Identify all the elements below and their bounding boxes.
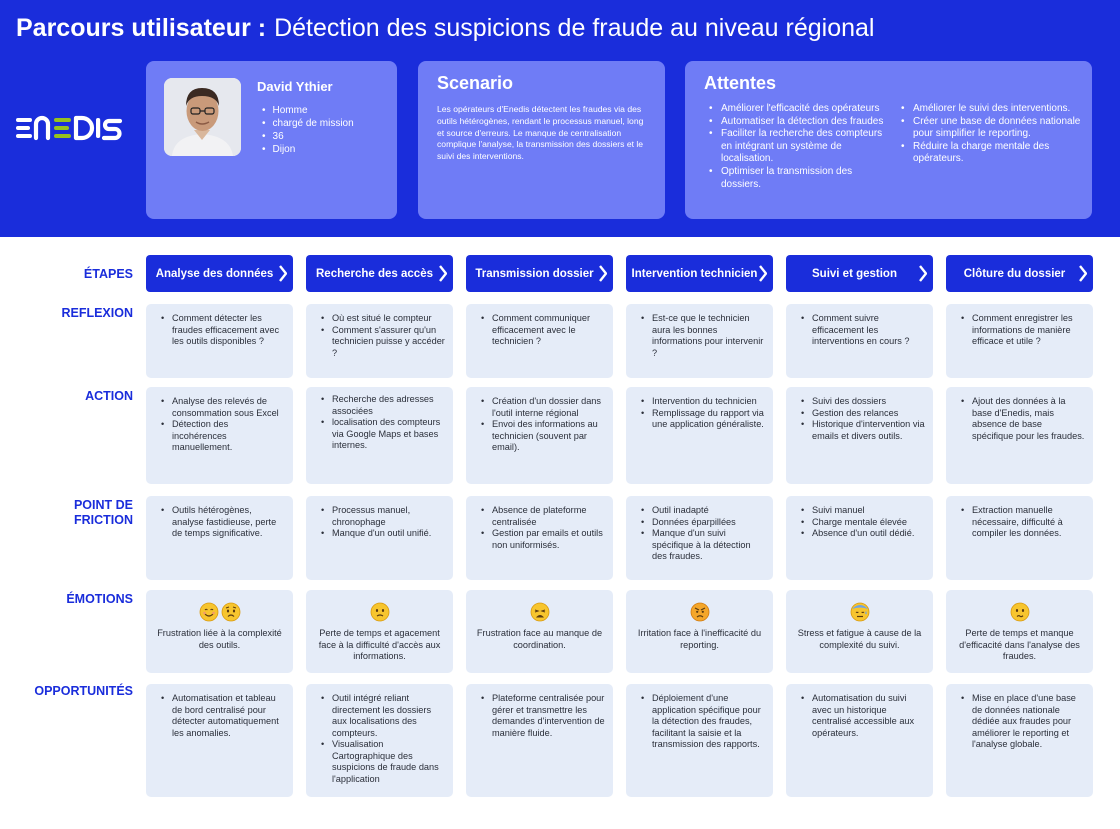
emotion-text: Perte de temps et agacement face à la difficulté d'accès aux informations. <box>318 628 441 661</box>
attentes-list-right <box>897 103 1089 166</box>
attentes-list-left <box>705 103 889 191</box>
reflexion-item: • Comment suivre efficacement les interventions en cours ? <box>796 313 925 348</box>
persona-city: • Dijon <box>262 143 354 156</box>
emotion-cell <box>146 590 293 673</box>
emotion-cell <box>626 590 773 673</box>
chevron-right-icon <box>919 265 927 282</box>
opportunite-cell <box>146 684 293 797</box>
step-label: Suivi et gestion <box>812 267 897 280</box>
avatar-portrait-icon <box>164 78 241 156</box>
reflexion-cell <box>306 304 453 378</box>
opportunite-cell <box>466 684 613 797</box>
friction-item: • Outil inadapté <box>636 505 765 517</box>
page-title <box>16 14 874 43</box>
friction-item: • Manque d'un suivi spécifique à la détection des fraudes. <box>636 528 765 563</box>
attente-item: • Automatiser la détection des fraudes <box>705 116 889 129</box>
step-transmission-dossier <box>466 255 613 292</box>
action-cell <box>306 387 453 484</box>
attente-item: • Réduire la charge mentale des opérateurs. <box>897 141 1089 166</box>
slightly-frowning-face-icon <box>370 602 390 622</box>
reflexion-item: • Comment communiquer efficacement avec le technicien ? <box>476 313 605 348</box>
reflexion-item: • Comment s'assurer qu'un technicien puisse y accéder ? <box>316 325 445 360</box>
friction-item: • Charge mentale élevée <box>796 517 925 529</box>
action-item: • Intervention du technicien <box>636 396 765 408</box>
friction-item: • Absence de plateforme centralisée <box>476 505 605 528</box>
action-cell <box>146 387 293 484</box>
persona-age: • 36 <box>262 130 354 143</box>
emotion-text: Perte de temps et manque d'efficacité dans l'analyse des fraudes. <box>959 628 1080 661</box>
chevron-right-icon <box>279 265 287 282</box>
smiling-face-icon <box>199 602 219 622</box>
action-item: • Recherche des adresses associées <box>316 394 445 417</box>
avatar <box>164 78 241 156</box>
opportunite-cell <box>946 684 1093 797</box>
action-cell <box>626 387 773 484</box>
friction-cell <box>946 496 1093 580</box>
sweating-face-icon <box>850 602 870 622</box>
attente-item: • Faciliter la recherche des compteurs en intégrant un système de localisation. <box>705 128 889 166</box>
friction-item: • Données éparpillées <box>636 517 765 529</box>
emotion-cell <box>466 590 613 673</box>
friction-item: • Extraction manuelle nécessaire, difficulté à compiler les données. <box>956 505 1085 540</box>
step-label: Analyse des données <box>155 267 274 280</box>
angry-face-icon <box>690 602 710 622</box>
action-item: • Remplissage du rapport via une application généraliste. <box>636 408 765 431</box>
friction-item: • Suivi manuel <box>796 505 925 517</box>
row-label-emotions: ÉMOTIONS <box>66 592 133 606</box>
action-item: • Détection des incohérences manuellement. <box>156 419 285 454</box>
opportunite-item: • Automatisation du suivi avec un historique centralisé accessible aux opérateurs. <box>796 693 925 739</box>
reflexion-item: • Est-ce que le technicien aura les bonnes informations pour intervenir ? <box>636 313 765 359</box>
opportunite-item: • Outil intégré reliant directement les dossiers aux localisations des compteurs. <box>316 693 445 739</box>
friction-cell <box>146 496 293 580</box>
reflexion-cell <box>626 304 773 378</box>
emotion-cell <box>306 590 453 673</box>
scenario-title: Scenario <box>437 73 514 93</box>
opportunite-item: • Visualisation Cartographique des suspicions de fraude dans l'application <box>316 739 445 785</box>
emotion-cell <box>786 590 933 673</box>
attente-item: • Améliorer l'efficacité des opérateurs <box>705 103 889 116</box>
friction-cell <box>786 496 933 580</box>
reflexion-cell <box>786 304 933 378</box>
action-item: • Analyse des relevés de consommation sous Excel <box>156 396 285 419</box>
persona-card <box>146 61 397 219</box>
scenario-card <box>418 61 665 219</box>
opportunite-cell <box>306 684 453 797</box>
enedis-logo <box>16 113 128 143</box>
step-label: Clôture du dossier <box>963 267 1066 280</box>
action-item: • localisation des compteurs via Google Maps et bases internes. <box>316 417 445 452</box>
friction-item: • Outils hétérogènes, analyse fastidieuse, perte de temps significative. <box>156 505 285 540</box>
attente-item: • Optimiser la transmission des dossiers. <box>705 166 889 191</box>
reflexion-cell <box>146 304 293 378</box>
action-cell <box>786 387 933 484</box>
row-label-friction-line1: POINT DE <box>73 498 133 512</box>
page-title-subject: Détection des suspicions de fraude au niveau régional <box>274 14 875 42</box>
opportunite-cell <box>786 684 933 797</box>
scenario-text: Les opérateurs d'Enedis détectent les fraudes via des outils hétérogènes, rendant le processus manuel, long et source d'erreurs. Le manque de centralisation complique l'analyse, la transmission des dossiers et le suivi des interventions. <box>437 104 644 162</box>
row-label-friction-line2: FRICTION <box>73 513 133 527</box>
row-label-action: ACTION <box>85 389 133 403</box>
emotion-text: Stress et fatigue à cause de la complexité du suivi. <box>797 628 922 650</box>
action-item: • Envoi des informations au technicien (souvent par email). <box>476 419 605 454</box>
friction-item: • Processus manuel, chronophage <box>316 505 445 528</box>
attentes-title: Attentes <box>704 73 777 93</box>
step-recherche-acces <box>306 255 453 292</box>
step-intervention-technicien <box>626 255 773 292</box>
action-item: • Historique d'intervention via emails et divers outils. <box>796 419 925 442</box>
step-label: Recherche des accès <box>316 267 433 280</box>
step-label: Transmission dossier <box>475 267 594 280</box>
header-banner <box>0 0 1120 237</box>
friction-cell <box>626 496 773 580</box>
row-label-etapes: ÉTAPES <box>83 267 133 281</box>
friction-cell <box>306 496 453 580</box>
page-title-bold: Parcours utilisateur : <box>16 14 267 42</box>
chevron-right-icon <box>599 265 607 282</box>
attentes-card <box>685 61 1092 219</box>
opportunite-cell <box>626 684 773 797</box>
reflexion-item: • Comment enregistrer les informations de manière efficace et utile ? <box>956 313 1085 348</box>
friction-item: • Gestion par emails et outils non uniformisés. <box>476 528 605 551</box>
row-label-opportunites: OPPORTUNITÉS <box>34 684 133 698</box>
action-item: • Suivi des dossiers <box>796 396 925 408</box>
action-item: • Gestion des relances <box>796 408 925 420</box>
row-label-friction <box>40 498 133 528</box>
chevron-right-icon <box>439 265 447 282</box>
worried-face-icon <box>221 602 241 622</box>
step-label: Intervention technicien <box>631 267 758 280</box>
chevron-right-icon <box>759 265 767 282</box>
reflexion-item: • Où est situé le compteur <box>316 313 445 325</box>
reflexion-item: • Comment détecter les fraudes efficacement avec les outils disponibles ? <box>156 313 285 348</box>
step-cloture-dossier <box>946 255 1093 292</box>
step-analyse-donnees <box>146 255 293 292</box>
action-cell <box>466 387 613 484</box>
opportunite-item: • Automatisation et tableau de bord centralisé pour détecter automatiquement les anomalies. <box>156 693 285 739</box>
step-suivi-gestion <box>786 255 933 292</box>
action-item: • Création d'un dossier dans l'outil interne régional <box>476 396 605 419</box>
action-cell <box>946 387 1093 484</box>
opportunite-item: • Mise en place d'une base de données nationale dédiée aux fraudes pour améliorer le reporting et l'analyse globale. <box>956 693 1085 751</box>
opportunite-item: • Plateforme centralisée pour gérer et transmettre les demandes d'intervention de manière fluide. <box>476 693 605 739</box>
enedis-logo-icon <box>16 113 128 143</box>
action-item: • Ajout des données à la base d'Enedis, mais absence de base spécifique pour les fraudes. <box>956 396 1085 442</box>
opportunite-item: • Déploiement d'une application spécifique pour la détection des fraudes, facilitant la saisie et la transmission des rapports. <box>636 693 765 751</box>
persona-gender: • Homme <box>262 104 354 117</box>
reflexion-cell <box>946 304 1093 378</box>
friction-item: • Absence d'un outil dédié. <box>796 528 925 540</box>
weary-face-icon <box>530 602 550 622</box>
persona-name: David Ythier <box>257 79 333 94</box>
emotion-text: Frustration face au manque de coordination. <box>476 628 603 650</box>
persona-role: • chargé de mission <box>262 117 354 130</box>
row-label-reflexion: REFLEXION <box>61 306 133 320</box>
emotion-text: Frustration liée à la complexité des outils. <box>157 628 282 650</box>
chevron-right-icon <box>1079 265 1087 282</box>
persona-details <box>262 104 354 156</box>
emotion-cell <box>946 590 1093 673</box>
emotion-text: Irritation face à l'inefficacité du reporting. <box>637 628 762 650</box>
reflexion-cell <box>466 304 613 378</box>
confused-face-icon <box>1010 602 1030 622</box>
friction-item: • Manque d'un outil unifié. <box>316 528 445 540</box>
attente-item: • Créer une base de données nationale pour simplifier le reporting. <box>897 116 1089 141</box>
friction-cell <box>466 496 613 580</box>
attente-item: • Améliorer le suivi des interventions. <box>897 103 1089 116</box>
